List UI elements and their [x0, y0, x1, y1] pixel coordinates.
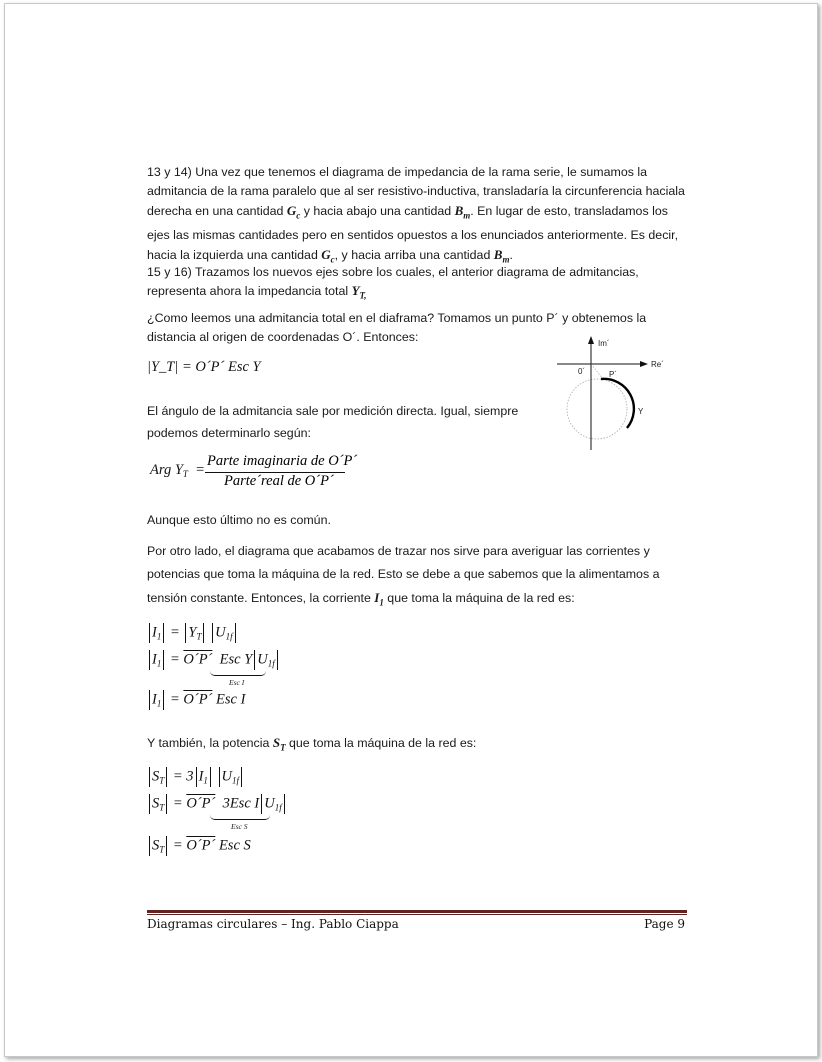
equation-st-a: $S_T = 3$ $I_1$ $U_{1f}$ [147, 767, 244, 787]
underbrace [210, 671, 266, 676]
paragraph-currents: Por otro lado, el diagrama que acabamos de trazar nos sirve para averiguar las corrientes y potencias que toma la máquina de la red. Esto se debe a que sabemos que la alimentamos a tensión constante. Entonces, la corriente $I_1$ que toma la máquina de la red es: [147, 544, 660, 608]
underbrace [210, 815, 270, 820]
equation-i1-a: $I_1 = Y_T$ $U_{1f}$ [147, 623, 238, 643]
y-arc [601, 379, 634, 428]
paragraph-steps-13-14: 13 y 14) Una vez que tenemos el diagrama de impedancia de la rama serie, le sumamos la admitancia de la rama paralelo que al ser resistivo-inductiva, transladaría la circunferencia haciala derecha en una cantidad $G_c$ y hacia abajo una cantidad $B_m$. En lugar de esto, transladamos los ejes las mismas cantidades pero en sentidos opuestos a los enunciados anteriormente. Es decir, hacia la izquierda una cantidad $G_c$, y hacia arriba una cantidad $B_m$. [147, 165, 685, 265]
esc-i-label: Esc I [229, 678, 245, 687]
arg-denominator: Parte´real de O´P´ [224, 473, 334, 489]
arrow-up-icon [588, 336, 594, 344]
arrow-right-icon [640, 361, 648, 367]
im-label: Im´ [598, 339, 610, 348]
page-number: Page 9 [644, 917, 685, 931]
equation-st-b: $S_T$ = O´P´ 3Esc I $U_{1f}$ [147, 794, 287, 814]
circle-locus [567, 379, 627, 439]
paragraph-angle: El ángulo de la admitancia sale por medición directa. Igual, siempre podemos determinarlo según: [147, 404, 519, 440]
equation-st-c: $S_T$ = O´P´ Esc S [147, 836, 251, 856]
equation-i1-c: $I_1$ = O´P´ Esc I [147, 690, 245, 710]
paragraph-power: Y también, la potencia $S_T$ que toma la máquina de la red es: [147, 735, 477, 753]
esc-s-label: Esc S [231, 822, 248, 831]
paragraph-not-common: Aunque esto último no es común. [147, 513, 331, 527]
equation-yt: |Y_T| = O´P´ Esc Y [147, 359, 261, 375]
p-label: P´ [609, 370, 617, 379]
equation-i1-b: $I_1$ = O´P´ Esc Y $U_{1f}$ [147, 650, 280, 670]
paragraph-read-admittance: ¿Como leemos una admitancia total en el diaframa? Tomamos un punto P´ y obtenemos la distancia al origen de coordenadas O´. Entonces: [147, 311, 647, 344]
footer-rule [147, 910, 687, 913]
op-line [591, 364, 603, 379]
equation-arg-left: Arg $Y_T$ = [150, 462, 205, 479]
origin-label: 0´ [578, 367, 586, 376]
arg-numerator: Parte imaginaria de O´P´ [207, 453, 358, 469]
footer-rule-thin [147, 914, 687, 915]
re-label: Re´ [651, 360, 664, 369]
y-label: Y [638, 407, 644, 416]
footer-title: Diagramas circulares – Ing. Pablo Ciappa [147, 917, 399, 931]
paragraph-steps-15-16: 15 y 16) Trazamos los nuevos ejes sobre los cuales, el anterior diagrama de admitancias, representa ahora la impedancia total $Y_{T,}$ [147, 265, 639, 301]
